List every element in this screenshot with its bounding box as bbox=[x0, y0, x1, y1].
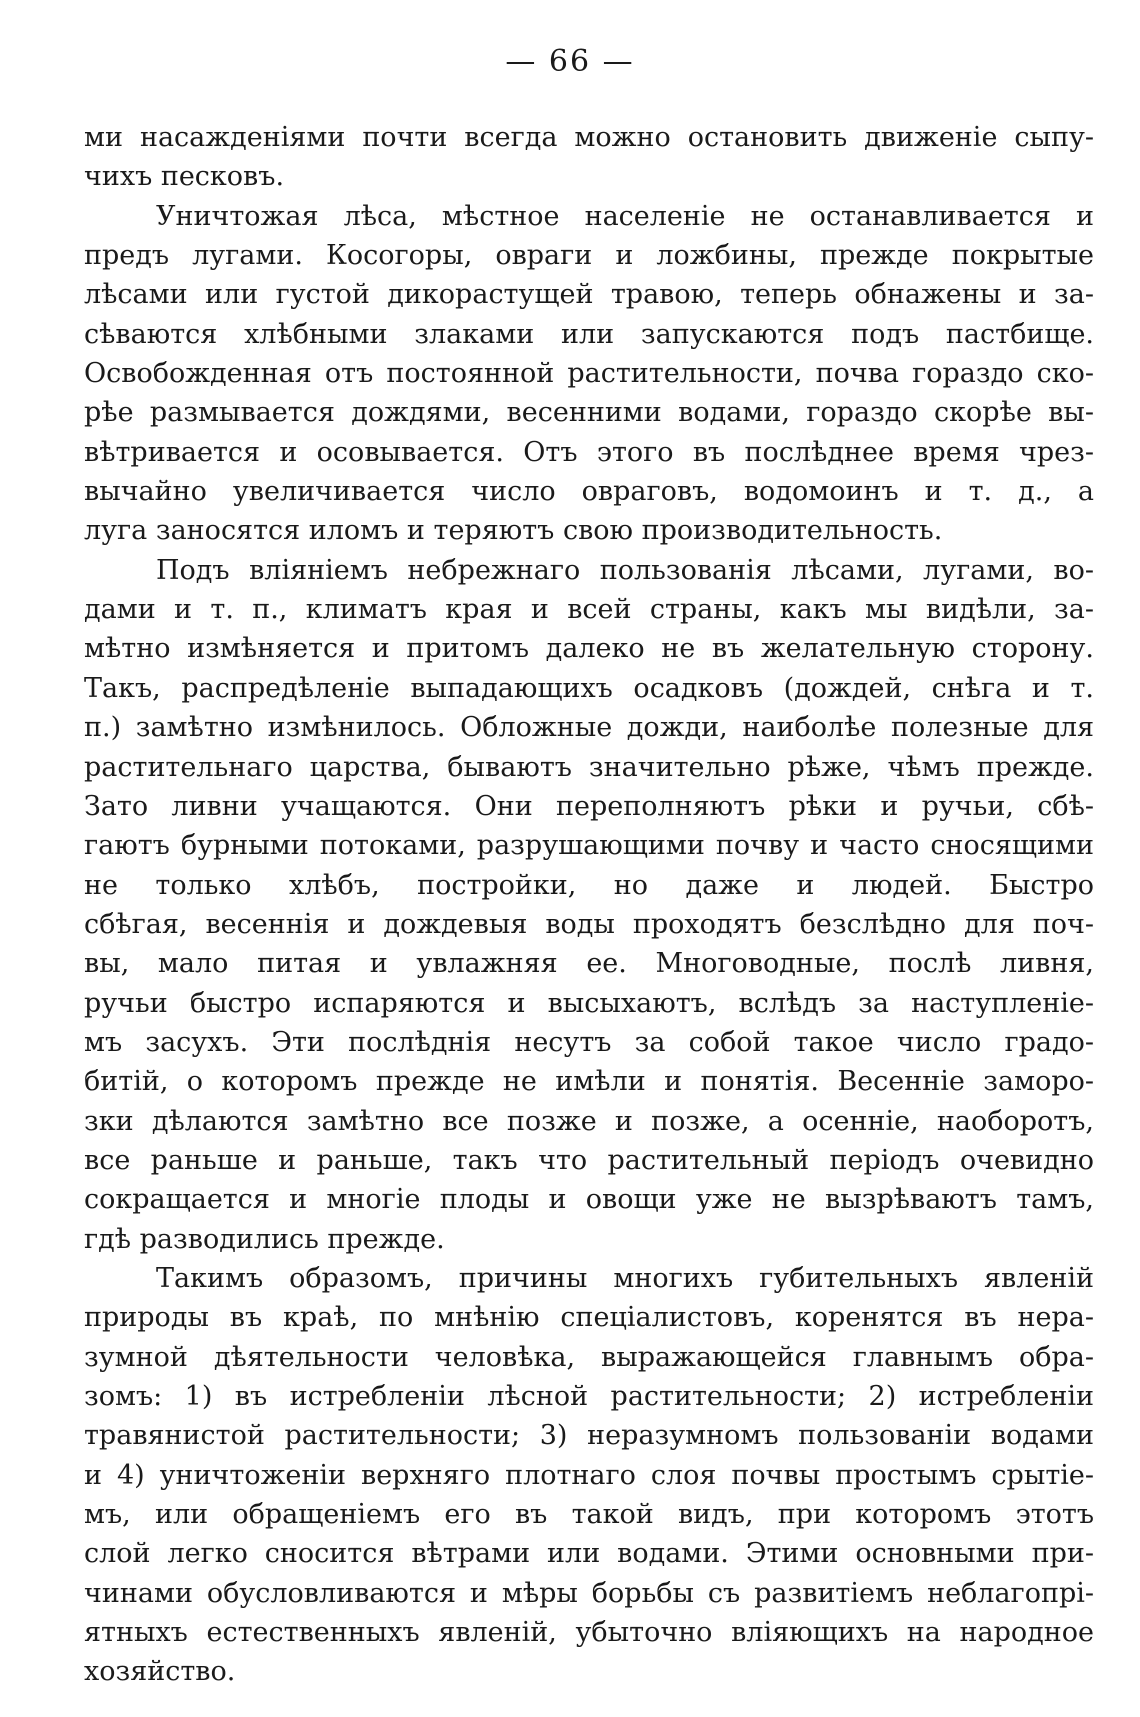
text-line: п.) замѣтно измѣнилось. Обложные дожди, наиболѣе полезные для bbox=[84, 712, 1094, 744]
text-line: Такъ, распредѣленіе выпадающихъ осадковъ (дождей, снѣга и т. bbox=[84, 672, 1094, 704]
text-line: гдѣ разводились прежде. bbox=[84, 1223, 445, 1255]
text-line: мѣтно измѣняется и притомъ далеко не въ желательную сторону. bbox=[84, 633, 1094, 665]
text-line: Освобожденная отъ постоянной растительности, почва гораздо ско- bbox=[84, 358, 1094, 390]
text-line: сокращается и многіе плоды и овощи уже не вызрѣваютъ тамъ, bbox=[84, 1184, 1094, 1216]
text-line: лѣсами или густой дикорастущей травою, теперь обнажены и за- bbox=[84, 279, 1094, 311]
text-line: вычайно увеличивается число овраговъ, водомоинъ и т. д., а bbox=[84, 476, 1094, 508]
text-line: вѣтривается и осовывается. Отъ этого въ послѣднее время чрез- bbox=[84, 436, 1094, 468]
text-line: чихъ песковъ. bbox=[84, 161, 285, 193]
text-line: вы, мало питая и увлажняя ее. Многоводные, послѣ ливня, bbox=[84, 948, 1094, 980]
text-line: травянистой растительности; 3) неразумномъ пользованіи водами bbox=[84, 1420, 1094, 1452]
text-line: Зато ливни учащаются. Они переполняютъ рѣки и ручьи, сбѣ- bbox=[84, 790, 1094, 822]
text-line: все раньше и раньше, такъ что растительный періодъ очевидно bbox=[84, 1144, 1094, 1176]
page-number: — 66 — bbox=[505, 44, 635, 79]
text-line: предъ лугами. Косогоры, овраги и ложбины, прежде покрытые bbox=[84, 240, 1094, 272]
text-line: Уничтожая лѣса, мѣстное населеніе не останавливается и bbox=[156, 200, 1094, 232]
text-line: сѣваются хлѣбными злаками или запускаются подъ пастбище. bbox=[84, 318, 1094, 350]
text-line: ятныхъ естественныхъ явленій, убыточно вліяющихъ на народное bbox=[84, 1617, 1094, 1649]
text-line: рѣе размывается дождями, весенними водами, гораздо скорѣе вы- bbox=[84, 397, 1094, 429]
text-line: растительнаго царства, бываютъ значительно рѣже, чѣмъ прежде. bbox=[84, 751, 1094, 783]
text-line: ми насажденіями почти всегда можно остановить движеніе сыпу- bbox=[84, 122, 1094, 153]
text-line: Подъ вліяніемъ небрежнаго пользованія лѣсами, лугами, во- bbox=[156, 554, 1094, 586]
text-line: битій, о которомъ прежде не имѣли и понятія. Весенніе заморо- bbox=[84, 1066, 1094, 1098]
text-line: чинами обусловливаются и мѣры борьбы съ развитіемъ неблагопрі- bbox=[84, 1577, 1094, 1609]
text-line: хозяйство. bbox=[84, 1656, 236, 1688]
text-line: мъ засухъ. Эти послѣднія несутъ за собой такое число градо- bbox=[84, 1026, 1094, 1058]
text-line: луга заносятся иломъ и теряютъ свою производительность. bbox=[84, 515, 943, 547]
text-line: не только хлѣбъ, постройки, но даже и людей. Быстро bbox=[84, 869, 1094, 901]
text-line: Такимъ образомъ, причины многихъ губительныхъ явленій bbox=[156, 1262, 1094, 1294]
text-line: зумной дѣятельности человѣка, выражающейся главнымъ обра- bbox=[84, 1341, 1094, 1373]
text-line: мъ, или обращеніемъ его въ такой видъ, при которомъ этотъ bbox=[84, 1499, 1094, 1531]
text-line: и 4) уничтоженіи верхняго плотнаго слоя почвы простымъ срытіе- bbox=[84, 1459, 1094, 1491]
text-line: зки дѣлаются замѣтно все позже и позже, а осенніе, наоборотъ, bbox=[84, 1105, 1094, 1137]
text-line: природы въ краѣ, по мнѣнію спеціалистовъ, коренятся въ нера- bbox=[84, 1302, 1094, 1334]
text-line: гаютъ бурными потоками, разрушающими почву и часто сносящими bbox=[84, 830, 1094, 862]
text-line: дами и т. п., климатъ края и всей страны, какъ мы видѣли, за- bbox=[84, 594, 1094, 626]
text-line: ручьи быстро испаряются и высыхаютъ, вслѣдъ за наступленіе- bbox=[84, 987, 1094, 1019]
body-text bbox=[84, 118, 1094, 1692]
text-line: слой легко сносится вѣтрами или водами. Этими основными при- bbox=[84, 1538, 1094, 1570]
text-line: зомъ: 1) въ истребленіи лѣсной растительности; 2) истребленіи bbox=[84, 1381, 1094, 1412]
text-line: сбѣгая, весеннія и дождевыя воды проходятъ безслѣдно для поч- bbox=[84, 908, 1094, 940]
